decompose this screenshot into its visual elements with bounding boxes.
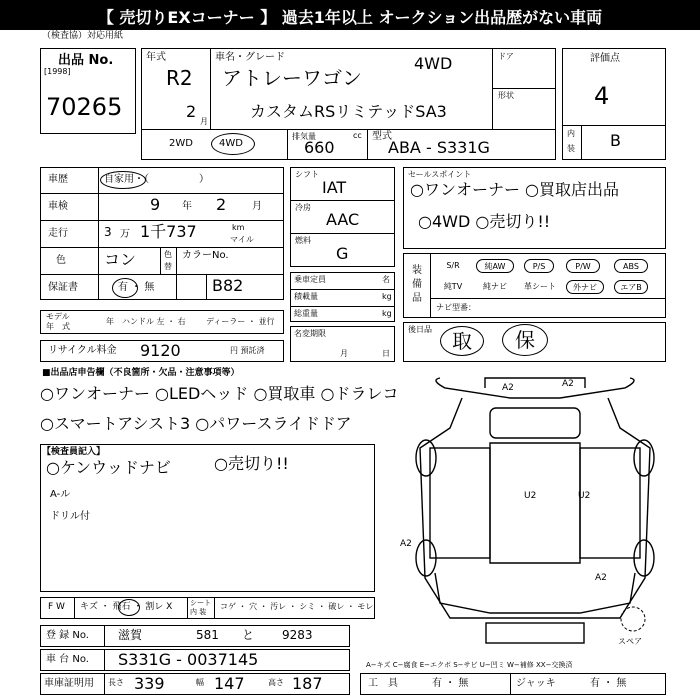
fw-text-2: コゲ ・ 穴 ・ 汚レ ・ シミ ・ 破レ ・ モレ: [220, 602, 374, 611]
rule: [287, 129, 288, 160]
color-number-label: カラーNo.: [182, 250, 229, 261]
rule: [98, 167, 99, 300]
rule: [176, 247, 177, 300]
equipment-label-2: 備: [412, 279, 422, 290]
score-label: 評価点: [590, 53, 620, 64]
reg-class: 581: [196, 628, 219, 642]
inspect-year-unit: 年: [182, 201, 192, 212]
rule: [160, 247, 161, 274]
fw-text-1: キズ ・ 飛石 ・ 割レ X: [80, 602, 173, 612]
form-tag-line: （検査協）対応用紙: [42, 31, 124, 41]
notes-line-1: ○ワンオーナー ○LEDヘッド ○買取車 ○ドラレコ: [40, 384, 399, 403]
change-unit-month: 月: [340, 349, 348, 358]
model-year-unit: 年: [106, 317, 114, 326]
car-name: アトレーワゴン: [222, 66, 362, 90]
fw-label: F W: [48, 602, 65, 612]
header-title: 【 売切りEXコーナー 】 過去1年以上 オークション出品歴がない車両: [97, 8, 603, 27]
change-label: 名変期限: [294, 329, 326, 338]
spare-tire-icon: [618, 604, 648, 634]
shape-label: 形状: [498, 91, 514, 100]
lot-label: 出品 No.: [58, 53, 114, 68]
damage-mark: U2: [578, 491, 591, 501]
rule: [290, 233, 395, 234]
navi-label: ナビ型番：: [436, 303, 476, 312]
rule: [74, 597, 75, 619]
year-label: 年式: [146, 52, 166, 63]
ac-value: AAC: [326, 210, 360, 229]
rule: [210, 48, 211, 129]
reg-num: 9283: [282, 628, 313, 642]
handle-label: ハンドル 左 ・ 右: [122, 317, 186, 326]
rule: [104, 673, 105, 695]
after-value-1: 取: [452, 329, 472, 353]
inspector-line-1b: ○売切り!!: [214, 454, 289, 473]
reg-label: 登 録 No.: [46, 630, 89, 641]
history-label: 車歴: [48, 174, 68, 185]
gross-label: 総重量: [294, 309, 318, 318]
damage-legend: A−キズ C−腐食 E−エクボ S−サビ U−凹ミ W−補修 XX−交換済: [366, 661, 573, 669]
mileage-man-unit: 万: [120, 229, 130, 240]
mileage-label: 走行: [48, 228, 68, 239]
notes-line-2: ○スマートアシスト3 ○パワースライドドア: [40, 414, 352, 433]
damage-mark: U2: [524, 491, 537, 501]
shift-label: シフト: [295, 170, 319, 179]
damage-mark: A2: [562, 379, 574, 389]
recycle-label: リサイクル料金: [48, 345, 117, 356]
model-year-label-1: モデル: [46, 312, 70, 321]
color-number: B82: [212, 276, 244, 295]
equip-item: S/R: [446, 261, 460, 270]
inspector-line-3: ドリル付: [50, 511, 90, 522]
equipment-label-1: 装: [412, 265, 422, 276]
seat-label-1: シート: [190, 599, 211, 607]
load-unit: kg: [382, 292, 392, 301]
mileage-rest: 1千737: [140, 222, 197, 241]
equip-item: エアB: [614, 280, 648, 294]
capacity-unit: 名: [382, 275, 390, 284]
rule: [40, 274, 284, 275]
warranty-label: 保証書: [48, 282, 78, 293]
rule: [214, 597, 215, 619]
disp-value: 660: [304, 138, 335, 157]
rule: [206, 274, 207, 300]
recycle-unit: 円 預託済: [230, 346, 265, 355]
history-value: 自家用・（ ）: [104, 174, 209, 185]
inspector-label: 【検査員記入】: [42, 447, 106, 457]
inspect-month-unit: 月: [252, 201, 262, 212]
fw-circle: [118, 599, 140, 616]
after-value-2: 保: [515, 328, 535, 352]
notes-label: ■出品店申告欄（不良箇所・欠品・注意事項等）: [42, 368, 240, 378]
model-year-label-2: 年 式: [46, 322, 70, 331]
rule: [290, 200, 395, 201]
gross-unit: kg: [382, 309, 392, 318]
seat-label-2: 内 装: [190, 608, 207, 616]
equipment-label-3: 品: [412, 293, 422, 304]
model-label: 型式: [372, 131, 392, 142]
fuel-label: 燃料: [295, 236, 311, 245]
len-value: 339: [134, 674, 165, 693]
chassis-value: S331G - 0037145: [118, 650, 259, 669]
rule: [492, 88, 556, 89]
width-value: 147: [214, 674, 245, 693]
mileage-unit-km: km: [232, 223, 245, 232]
damage-mark: A2: [595, 573, 607, 583]
inspect-year: 9: [150, 195, 161, 214]
rule: [430, 253, 431, 318]
rule: [430, 298, 666, 299]
recycle-value: 9120: [140, 341, 181, 360]
height-label: 高さ: [268, 678, 284, 687]
jack-label: ジャッキ: [516, 678, 556, 689]
rule: [141, 129, 556, 130]
rule: [581, 125, 582, 160]
model-value: ABA - S331G: [388, 138, 490, 157]
rule: [562, 125, 666, 126]
ac-label: 冷房: [295, 203, 311, 212]
rule: [40, 247, 284, 248]
equip-item: ABS: [614, 259, 648, 273]
reg-pref: 滋賀: [118, 628, 143, 642]
equip-item: 革シート: [524, 282, 556, 291]
drive-4wd: 4WD: [219, 138, 243, 149]
mileage-man: 3: [104, 225, 112, 239]
sales-line-1: ○ワンオーナー ○買取店出品: [410, 180, 620, 199]
month-value: 2: [186, 102, 197, 121]
rule: [40, 220, 284, 221]
drive-note: 4WD: [414, 54, 453, 73]
height-value: 187: [292, 674, 323, 693]
grade: カスタムRSリミテッドSA3: [250, 102, 447, 121]
year-value: R2: [166, 66, 193, 90]
equip-item: 純ナビ: [483, 282, 507, 291]
reg-kana: と: [242, 628, 255, 642]
interior-label-1: 内: [567, 129, 575, 138]
rule: [104, 625, 105, 647]
warranty-value: 有 ・ 無: [118, 282, 155, 293]
color-change-2: 替: [164, 262, 172, 271]
sales-label: セールスポイント: [408, 170, 472, 179]
shift-value: IAT: [322, 178, 347, 197]
width-label: 幅: [196, 678, 204, 687]
lot-sub: [1998]: [44, 67, 71, 76]
color-label: 色: [56, 255, 66, 266]
equip-item: 純TV: [443, 282, 463, 291]
dealer-label: ディーラー ・ 並行: [206, 317, 275, 326]
rule: [510, 673, 511, 695]
drive-2wd: 2WD: [169, 138, 193, 149]
chassis-label: 車 台 No.: [46, 654, 89, 665]
equip-item: P/S: [524, 259, 554, 273]
color-change-1: 色: [164, 250, 172, 259]
damage-mark: A2: [400, 539, 412, 549]
color-value: コン: [104, 250, 137, 269]
tools-value: 有 ・ 無: [432, 678, 469, 689]
rule: [104, 649, 105, 671]
rule: [290, 289, 395, 290]
rule: [187, 597, 188, 619]
equip-item: 純AW: [476, 259, 514, 273]
fuel-value: G: [336, 244, 349, 263]
sales-line-2: ○4WD ○売切り!!: [418, 212, 551, 231]
rule: [290, 306, 395, 307]
change-unit-day: 日: [382, 349, 390, 358]
score-value: 4: [594, 82, 610, 110]
interior-label-2: 装: [567, 144, 575, 153]
jack-value: 有 ・ 無: [590, 678, 627, 689]
damage-mark: A2: [502, 383, 514, 393]
inspect-month: 2: [216, 195, 227, 214]
len-label: 長さ: [108, 678, 124, 687]
disp-label: 排気量: [292, 132, 316, 141]
inspector-line-2: A-ル: [50, 489, 71, 500]
after-label: 後日品: [408, 325, 432, 334]
interior-value: B: [610, 131, 621, 150]
equip-item: P/W: [566, 259, 600, 273]
equip-item: 外ナビ: [566, 280, 604, 294]
door-label: ドア: [498, 52, 514, 61]
rule: [40, 193, 284, 194]
spare-label: スペア: [618, 637, 642, 646]
inspector-line-1: ○ケンウッドナビ: [46, 458, 171, 477]
month-unit: 月: [200, 117, 208, 126]
lot-number: 70265: [46, 93, 123, 121]
inspect-label: 車検: [48, 201, 68, 212]
rule: [367, 129, 368, 160]
load-label: 積載量: [294, 292, 318, 301]
disp-unit: cc: [353, 131, 362, 140]
mileage-unit-mile: マイル: [230, 235, 254, 244]
cert-label: 車庫証明用: [44, 678, 94, 689]
car-name-label: 車名・グレード: [215, 52, 285, 63]
capacity-label: 乗車定員: [294, 275, 326, 284]
tools-label: 工 具: [368, 678, 398, 689]
